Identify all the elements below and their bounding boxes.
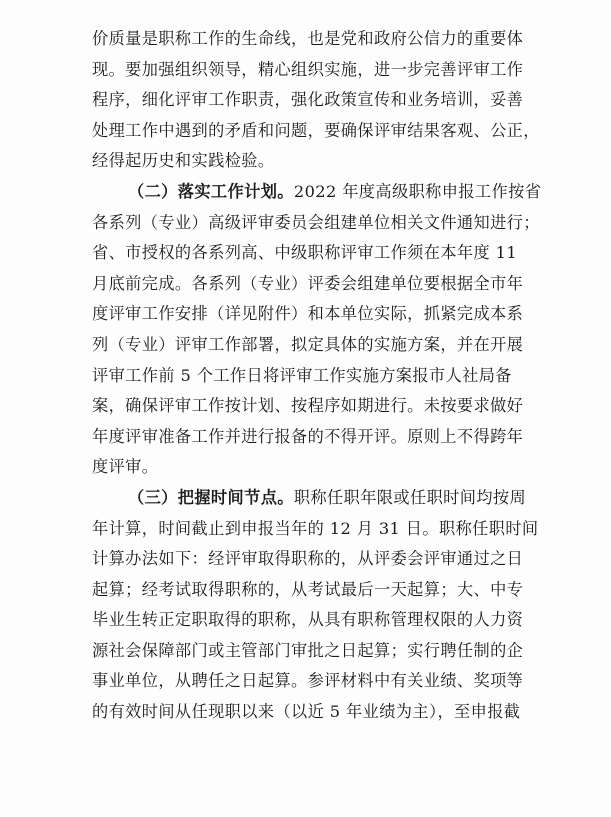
text-line: 月底前完成。各系列（专业）评委会组建单位要根据全市年 (92, 273, 524, 293)
text-line: 起算；经考试取得职称的，从考试最后一天起算；大、中专 (92, 579, 524, 599)
text-line (92, 177, 542, 208)
document-body (92, 24, 542, 728)
text-line: 现。要加强组织领导，精心组织实施，进一步完善评审工作 (92, 59, 524, 79)
paragraph-quality (92, 24, 540, 177)
text-line: 评审工作前 5 个工作日将评审工作实施方案报市人社局备 (92, 365, 512, 385)
text-line: 经得起历史和实践检验。 (92, 151, 275, 171)
text-line: 计算办法如下：经评审取得职称的，从评委会评审通过之日 (92, 549, 524, 569)
paragraph-work-plan (92, 177, 542, 483)
text-line: 年计算，时间截止到申报当年的 12 月 31 日。职称任职时间 (92, 518, 539, 538)
text-line: 的有效时间从任现职以来（以近 5 年业绩为主），至申报截 (92, 702, 521, 722)
text-run: 职称任职年限或任职时间均按周 (293, 487, 527, 507)
text-line: 案，确保评审工作按计划、按程序如期进行。未按要求做好 (92, 396, 524, 416)
text-line: 处理工作中遇到的矛盾和问题，要确保评审结果客观、公正， (92, 120, 540, 140)
section-heading: （二）落实工作计划。 (128, 181, 294, 201)
text-line: 毕业生转正定职取得的职称，从具有职称管理权限的人力资 (92, 610, 524, 630)
text-run: 2022 年度高级职称申报工作按省 (293, 181, 542, 201)
text-line: 年度评审准备工作并进行报备的不得开评。原则上不得跨年 (92, 426, 524, 446)
text-line: 省、市授权的各系列高、中级职称评审工作须在本年度 11 (92, 243, 518, 263)
text-line: 度评审工作安排（详见附件）和本单位实际，抓紧完成本系 (92, 304, 524, 324)
text-line: 价质量是职称工作的生命线，也是党和政府公信力的重要体 (92, 29, 524, 48)
text-line: 列（专业）评审工作部署，拟定具体的实施方案，并在开展 (92, 334, 524, 354)
text-line: 源社会保障部门或主管部门审批之日起算；实行聘任制的企 (92, 640, 524, 660)
paragraph-time-nodes (92, 483, 539, 728)
text-line: 各系列（专业）高级评审委员会组建单位相关文件通知进行； (92, 212, 540, 232)
text-line (92, 483, 532, 514)
text-line: 事业单位，从聘任之日起算。参评材料中有关业绩、奖项等 (92, 671, 524, 691)
text-line: 程序，细化评审工作职责，强化政策宣传和业务培训，妥善 (92, 90, 524, 110)
text-line: 度评审。 (92, 457, 159, 477)
section-heading: （三）把握时间节点。 (128, 487, 294, 507)
